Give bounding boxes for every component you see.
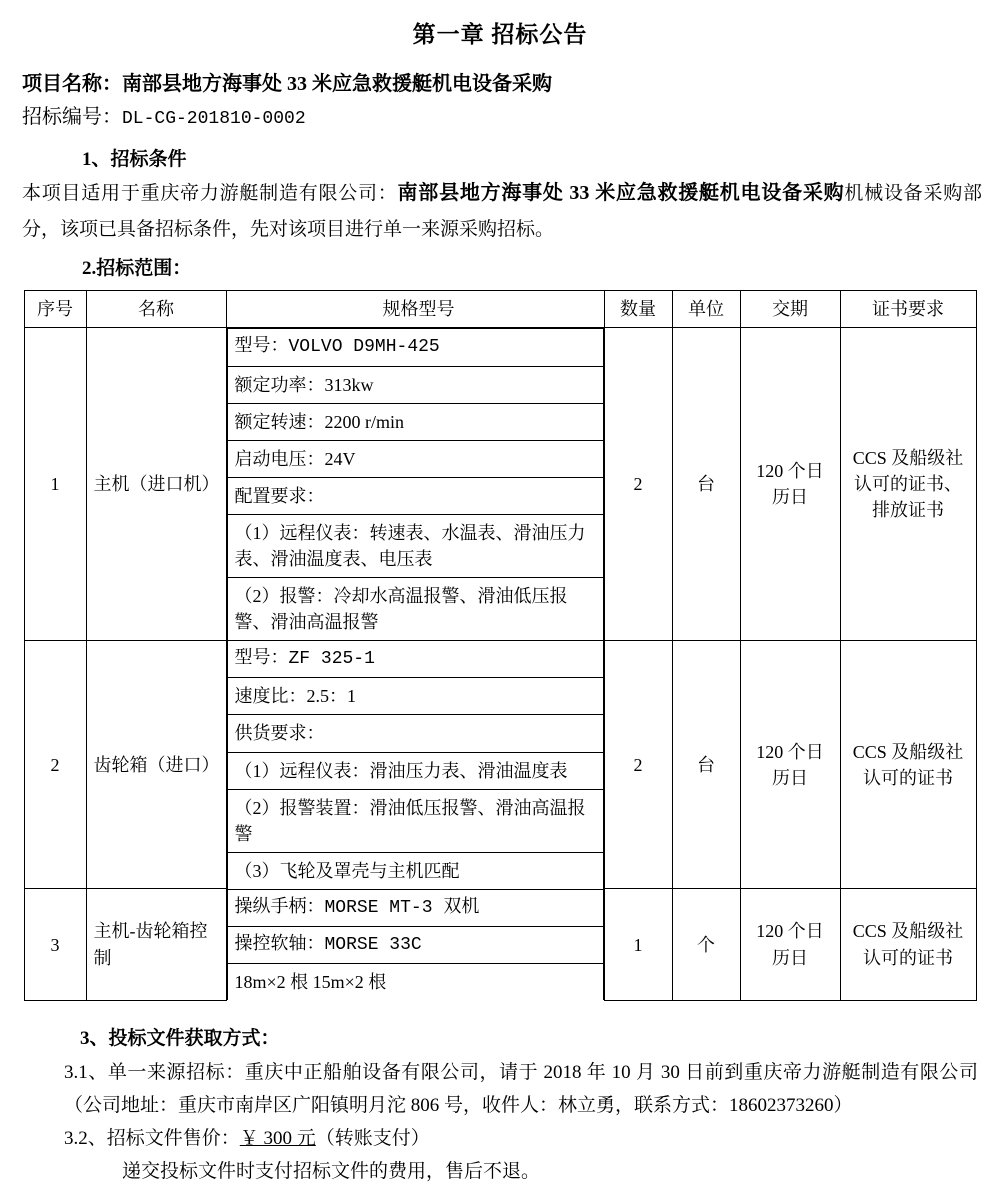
cell-delivery: 120 个日历日 bbox=[740, 328, 840, 640]
spec-subtable bbox=[227, 640, 604, 889]
project-name-row bbox=[0, 63, 1000, 98]
footer-line-2 bbox=[22, 1122, 978, 1155]
cell-qty: 2 bbox=[604, 640, 672, 889]
footer-line-3: 递交投标文件时支付招标文件的费用，售后不退。 bbox=[122, 1161, 541, 1183]
spec-line: 额定功率：313kw bbox=[227, 366, 603, 403]
document-footer bbox=[0, 1001, 1000, 1199]
project-name-label: 项目名称： bbox=[22, 73, 122, 95]
col-header-name: 名称 bbox=[86, 291, 226, 328]
page-title: 第一章 招标公告 bbox=[412, 22, 588, 47]
cell-name: 主机-齿轮箱控制 bbox=[86, 889, 226, 1000]
spec-line: 型号：VOLVO D9MH-425 bbox=[227, 329, 603, 366]
cell-certificate: CCS 及船级社认可的证书 bbox=[840, 640, 976, 889]
spec-line: 启动电压：24V bbox=[227, 440, 603, 477]
col-header-spec: 规格型号 bbox=[226, 291, 604, 328]
footer-price-prefix: 3.2、招标文件售价： bbox=[64, 1128, 240, 1150]
col-header-qty: 数量 bbox=[604, 291, 672, 328]
cell-name: 主机（进口机） bbox=[86, 328, 226, 640]
footer-price-suffix: （转账支付） bbox=[315, 1128, 430, 1150]
table-row bbox=[24, 889, 976, 1000]
cell-name: 齿轮箱（进口） bbox=[86, 640, 226, 889]
col-header-delivery: 交期 bbox=[740, 291, 840, 328]
col-header-certificate: 证书要求 bbox=[840, 291, 976, 328]
footer-price-value: ￥ 300 元 bbox=[239, 1128, 316, 1150]
footer-heading: 3、投标文件获取方式： bbox=[80, 1027, 280, 1049]
paragraph-emphasis: 南部县地方海事处 33 米应急救援艇机电设备采购 bbox=[397, 182, 845, 205]
cell-certificate: CCS 及船级社认可的证书、排放证书 bbox=[840, 328, 976, 640]
section-bid-conditions-paragraph bbox=[0, 175, 1000, 247]
spec-line: 18m×2 根 15m×2 根 bbox=[227, 964, 603, 1001]
spec-line: 型号：ZF 325-1 bbox=[227, 641, 603, 678]
spec-line: 速度比：2.5：1 bbox=[227, 678, 603, 715]
cell-spec-group bbox=[226, 328, 604, 640]
section-bid-conditions-title: 1、招标条件 bbox=[82, 149, 187, 171]
cell-qty: 1 bbox=[604, 889, 672, 1000]
table-row bbox=[24, 328, 976, 640]
project-name-value: 南部县地方海事处 33 米应急救援艇机电设备采购 bbox=[122, 73, 552, 95]
cell-unit: 个 bbox=[672, 889, 740, 1000]
table-header-row bbox=[24, 291, 976, 328]
spec-line: （2）报警装置：滑油低压报警、滑油高温报警 bbox=[227, 789, 603, 852]
spec-line: 供货要求： bbox=[227, 715, 603, 752]
paragraph-prefix: 本项目适用于重庆帝力游艇制造有限公司： bbox=[22, 183, 398, 205]
spec-subtable bbox=[227, 328, 604, 640]
spec-line: （1）远程仪表：转速表、水温表、滑油压力表、滑油温度表、电压表 bbox=[227, 514, 603, 577]
spec-line: 额定转速：2200 r/min bbox=[227, 403, 603, 440]
cell-qty: 2 bbox=[604, 328, 672, 640]
cell-unit: 台 bbox=[672, 640, 740, 889]
cell-no: 2 bbox=[24, 640, 86, 889]
cell-no: 3 bbox=[24, 889, 86, 1000]
spec-line: 操纵手柄：MORSE MT-3 双机 bbox=[227, 889, 603, 926]
spec-subtable bbox=[227, 889, 604, 1000]
cell-certificate: CCS 及船级社认可的证书 bbox=[840, 889, 976, 1000]
spec-line: 配置要求： bbox=[227, 477, 603, 514]
footer-line-1: 3.1、单一来源招标：重庆中正船舶设备有限公司，请于 2018 年 10 月 30 日前到重庆帝力游艇制造有限公司（公司地址：重庆市南岸区广阳镇明月沱 806 号，收件人：林立勇，联系方式：18602373260） bbox=[64, 1061, 978, 1116]
spec-line: （3）飞轮及罩壳与主机匹配 bbox=[227, 852, 603, 889]
paragraph-suffix: 机械设备采购部分，该项已具备招标条件，先对该项目进行单一来源采购招标。 bbox=[22, 183, 982, 241]
col-header-no: 序号 bbox=[24, 291, 86, 328]
spec-line: （1）远程仪表：滑油压力表、滑油温度表 bbox=[227, 752, 603, 789]
bid-scope-table bbox=[24, 290, 977, 1000]
cell-no: 1 bbox=[24, 328, 86, 640]
cell-spec-group bbox=[226, 889, 604, 1000]
cell-spec-group bbox=[226, 640, 604, 889]
bid-number-row bbox=[0, 98, 1000, 136]
bid-number-value: DL-CG-201810-0002 bbox=[122, 109, 306, 129]
col-header-unit: 单位 bbox=[672, 291, 740, 328]
cell-delivery: 120 个日历日 bbox=[740, 889, 840, 1000]
cell-delivery: 120 个日历日 bbox=[740, 640, 840, 889]
spec-line: 操控软轴：MORSE 33C bbox=[227, 927, 603, 964]
spec-line: （2）报警：冷却水高温报警、滑油低压报警、滑油高温报警 bbox=[227, 578, 603, 641]
bid-number-label: 招标编号： bbox=[22, 106, 122, 128]
section-scope-title: 2.招标范围： bbox=[82, 258, 192, 280]
cell-unit: 台 bbox=[672, 328, 740, 640]
table-row bbox=[24, 640, 976, 889]
